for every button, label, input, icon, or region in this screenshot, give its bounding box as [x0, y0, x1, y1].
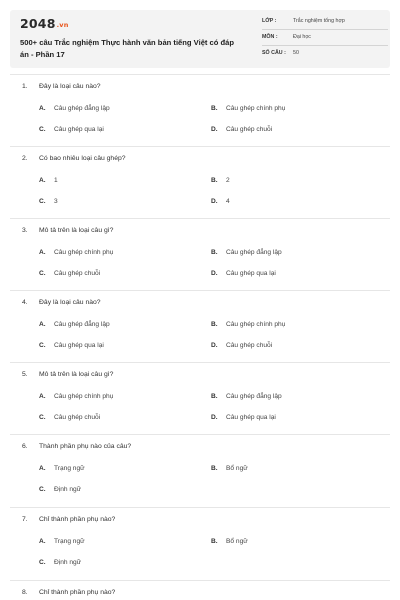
option-text: Câu ghép đẳng lập — [226, 393, 282, 400]
option-letter: B. — [211, 465, 218, 472]
option-letter: C. — [39, 559, 46, 566]
meta-value: Đại học — [293, 34, 311, 40]
option-text: Câu ghép chuỗi — [226, 342, 273, 349]
site-logo[interactable] — [20, 16, 69, 31]
option-c[interactable] — [39, 486, 81, 493]
option-b[interactable] — [211, 105, 285, 112]
option-text: 1 — [54, 177, 58, 184]
option-letter: C. — [39, 342, 46, 349]
question-item — [0, 146, 400, 218]
question-number: 3. — [22, 227, 28, 234]
meta-value: 50 — [293, 50, 299, 56]
option-letter: B. — [211, 249, 218, 256]
option-text: Câu ghép chính phụ — [226, 105, 286, 112]
option-text: Câu ghép qua lại — [226, 414, 276, 421]
document-header — [10, 10, 390, 68]
question-item — [0, 290, 400, 362]
option-text: Bổ ngữ — [226, 538, 248, 545]
question-prompt: Đây là loại câu nào? — [39, 299, 101, 306]
option-letter: A. — [39, 321, 46, 328]
option-text: Bổ ngữ — [226, 465, 248, 472]
option-letter: B. — [211, 177, 218, 184]
option-text: Câu ghép qua lại — [54, 126, 104, 133]
question-number: 6. — [22, 443, 28, 450]
question-prompt: Chỉ thành phần phụ nào? — [39, 589, 116, 596]
question-text — [22, 299, 101, 306]
document-meta — [262, 14, 388, 62]
meta-label: MÔN : — [262, 34, 278, 40]
question-item — [0, 74, 400, 146]
option-letter: C. — [39, 270, 46, 277]
option-a[interactable] — [39, 538, 85, 545]
option-letter: C. — [39, 198, 46, 205]
option-text: Câu ghép chuỗi — [54, 270, 101, 277]
option-c[interactable] — [39, 270, 100, 277]
option-letter: D. — [211, 342, 218, 349]
option-letter: D. — [211, 414, 218, 421]
logo-domain: .vn — [56, 21, 69, 29]
option-letter: D. — [211, 198, 218, 205]
question-number: 2. — [22, 155, 28, 162]
option-letter: B. — [211, 321, 218, 328]
option-letter: C. — [39, 126, 46, 133]
option-text: Định ngữ — [54, 559, 82, 566]
option-letter: A. — [39, 105, 46, 112]
question-number: 5. — [22, 371, 28, 378]
question-text — [22, 227, 113, 234]
option-letter: B. — [211, 105, 218, 112]
meta-value: Trắc nghiệm tổng hợp — [293, 18, 345, 24]
option-text: Câu ghép qua lại — [226, 270, 276, 277]
question-item — [0, 362, 400, 434]
option-a[interactable] — [39, 249, 113, 256]
option-d[interactable] — [211, 198, 230, 205]
divider — [10, 290, 390, 291]
question-text — [22, 83, 101, 90]
option-d[interactable] — [211, 270, 276, 277]
option-letter: A. — [39, 393, 46, 400]
option-text: Câu ghép đẳng lập — [226, 249, 282, 256]
question-item — [0, 580, 400, 600]
option-b[interactable] — [211, 177, 230, 184]
option-letter: A. — [39, 177, 46, 184]
option-b[interactable] — [211, 393, 282, 400]
question-text — [22, 516, 115, 523]
option-text: 4 — [226, 198, 230, 205]
divider — [10, 74, 390, 75]
question-text — [22, 371, 113, 378]
option-letter: D. — [211, 270, 218, 277]
divider — [10, 146, 390, 147]
question-list — [0, 74, 400, 600]
question-prompt: Chỉ thành phần phụ nào? — [39, 516, 116, 523]
question-prompt: Có bao nhiêu loại câu ghép? — [39, 155, 126, 162]
meta-label: SỐ CÂU : — [262, 50, 286, 56]
option-text: Câu ghép chính phụ — [226, 321, 286, 328]
option-b[interactable] — [211, 538, 248, 545]
option-text: Định ngữ — [54, 486, 82, 493]
question-text — [22, 589, 115, 596]
option-a[interactable] — [39, 393, 113, 400]
option-text: Trạng ngữ — [54, 538, 85, 545]
divider — [10, 362, 390, 363]
option-a[interactable] — [39, 177, 58, 184]
question-prompt: Mô tả trên là loại câu gì? — [39, 227, 114, 234]
question-number: 1. — [22, 83, 28, 90]
option-c[interactable] — [39, 126, 104, 133]
option-a[interactable] — [39, 321, 110, 328]
question-item — [0, 218, 400, 290]
option-letter: C. — [39, 414, 46, 421]
divider — [10, 434, 390, 435]
option-letter: D. — [211, 126, 218, 133]
divider — [10, 218, 390, 219]
option-letter: A. — [39, 249, 46, 256]
document-title: 500+ câu Trắc nghiệm Thực hành văn bản tiếng Việt có đáp án - Phần 17 — [20, 38, 235, 59]
divider — [10, 507, 390, 508]
meta-row-subject — [262, 30, 388, 46]
option-letter: A. — [39, 465, 46, 472]
option-letter: A. — [39, 538, 46, 545]
option-text: 2 — [226, 177, 230, 184]
question-number: 8. — [22, 589, 28, 596]
option-text: Câu ghép chính phụ — [54, 249, 114, 256]
question-prompt: Thành phần phụ nào của câu? — [39, 443, 132, 450]
meta-row-class — [262, 14, 388, 30]
option-text: Câu ghép qua lại — [54, 342, 104, 349]
option-b[interactable] — [211, 249, 282, 256]
question-item — [0, 434, 400, 507]
logo-text: 2048 — [20, 16, 56, 31]
question-number: 4. — [22, 299, 28, 306]
option-letter: B. — [211, 538, 218, 545]
option-c[interactable] — [39, 342, 104, 349]
meta-row-count — [262, 46, 388, 62]
option-b[interactable] — [211, 321, 285, 328]
option-c[interactable] — [39, 198, 58, 205]
option-c[interactable] — [39, 559, 81, 566]
option-letter: B. — [211, 393, 218, 400]
divider — [10, 580, 390, 581]
question-text — [22, 155, 126, 162]
option-a[interactable] — [39, 465, 85, 472]
question-prompt: Mô tả trên là loại câu gì? — [39, 371, 114, 378]
option-text: 3 — [54, 198, 58, 205]
meta-label: LỚP : — [262, 18, 277, 24]
option-text: Câu ghép chuỗi — [54, 414, 101, 421]
option-c[interactable] — [39, 414, 100, 421]
option-d[interactable] — [211, 342, 272, 349]
option-text: Câu ghép đẳng lập — [54, 105, 110, 112]
option-b[interactable] — [211, 465, 248, 472]
option-a[interactable] — [39, 105, 110, 112]
question-number: 7. — [22, 516, 28, 523]
option-d[interactable] — [211, 414, 276, 421]
question-prompt: Đây là loại câu nào? — [39, 83, 101, 90]
question-item — [0, 507, 400, 580]
option-text: Câu ghép chính phụ — [54, 393, 114, 400]
option-text: Câu ghép chuỗi — [226, 126, 273, 133]
option-text: Trạng ngữ — [54, 465, 85, 472]
question-text — [22, 443, 131, 450]
option-d[interactable] — [211, 126, 272, 133]
option-text: Câu ghép đẳng lập — [54, 321, 110, 328]
option-letter: C. — [39, 486, 46, 493]
